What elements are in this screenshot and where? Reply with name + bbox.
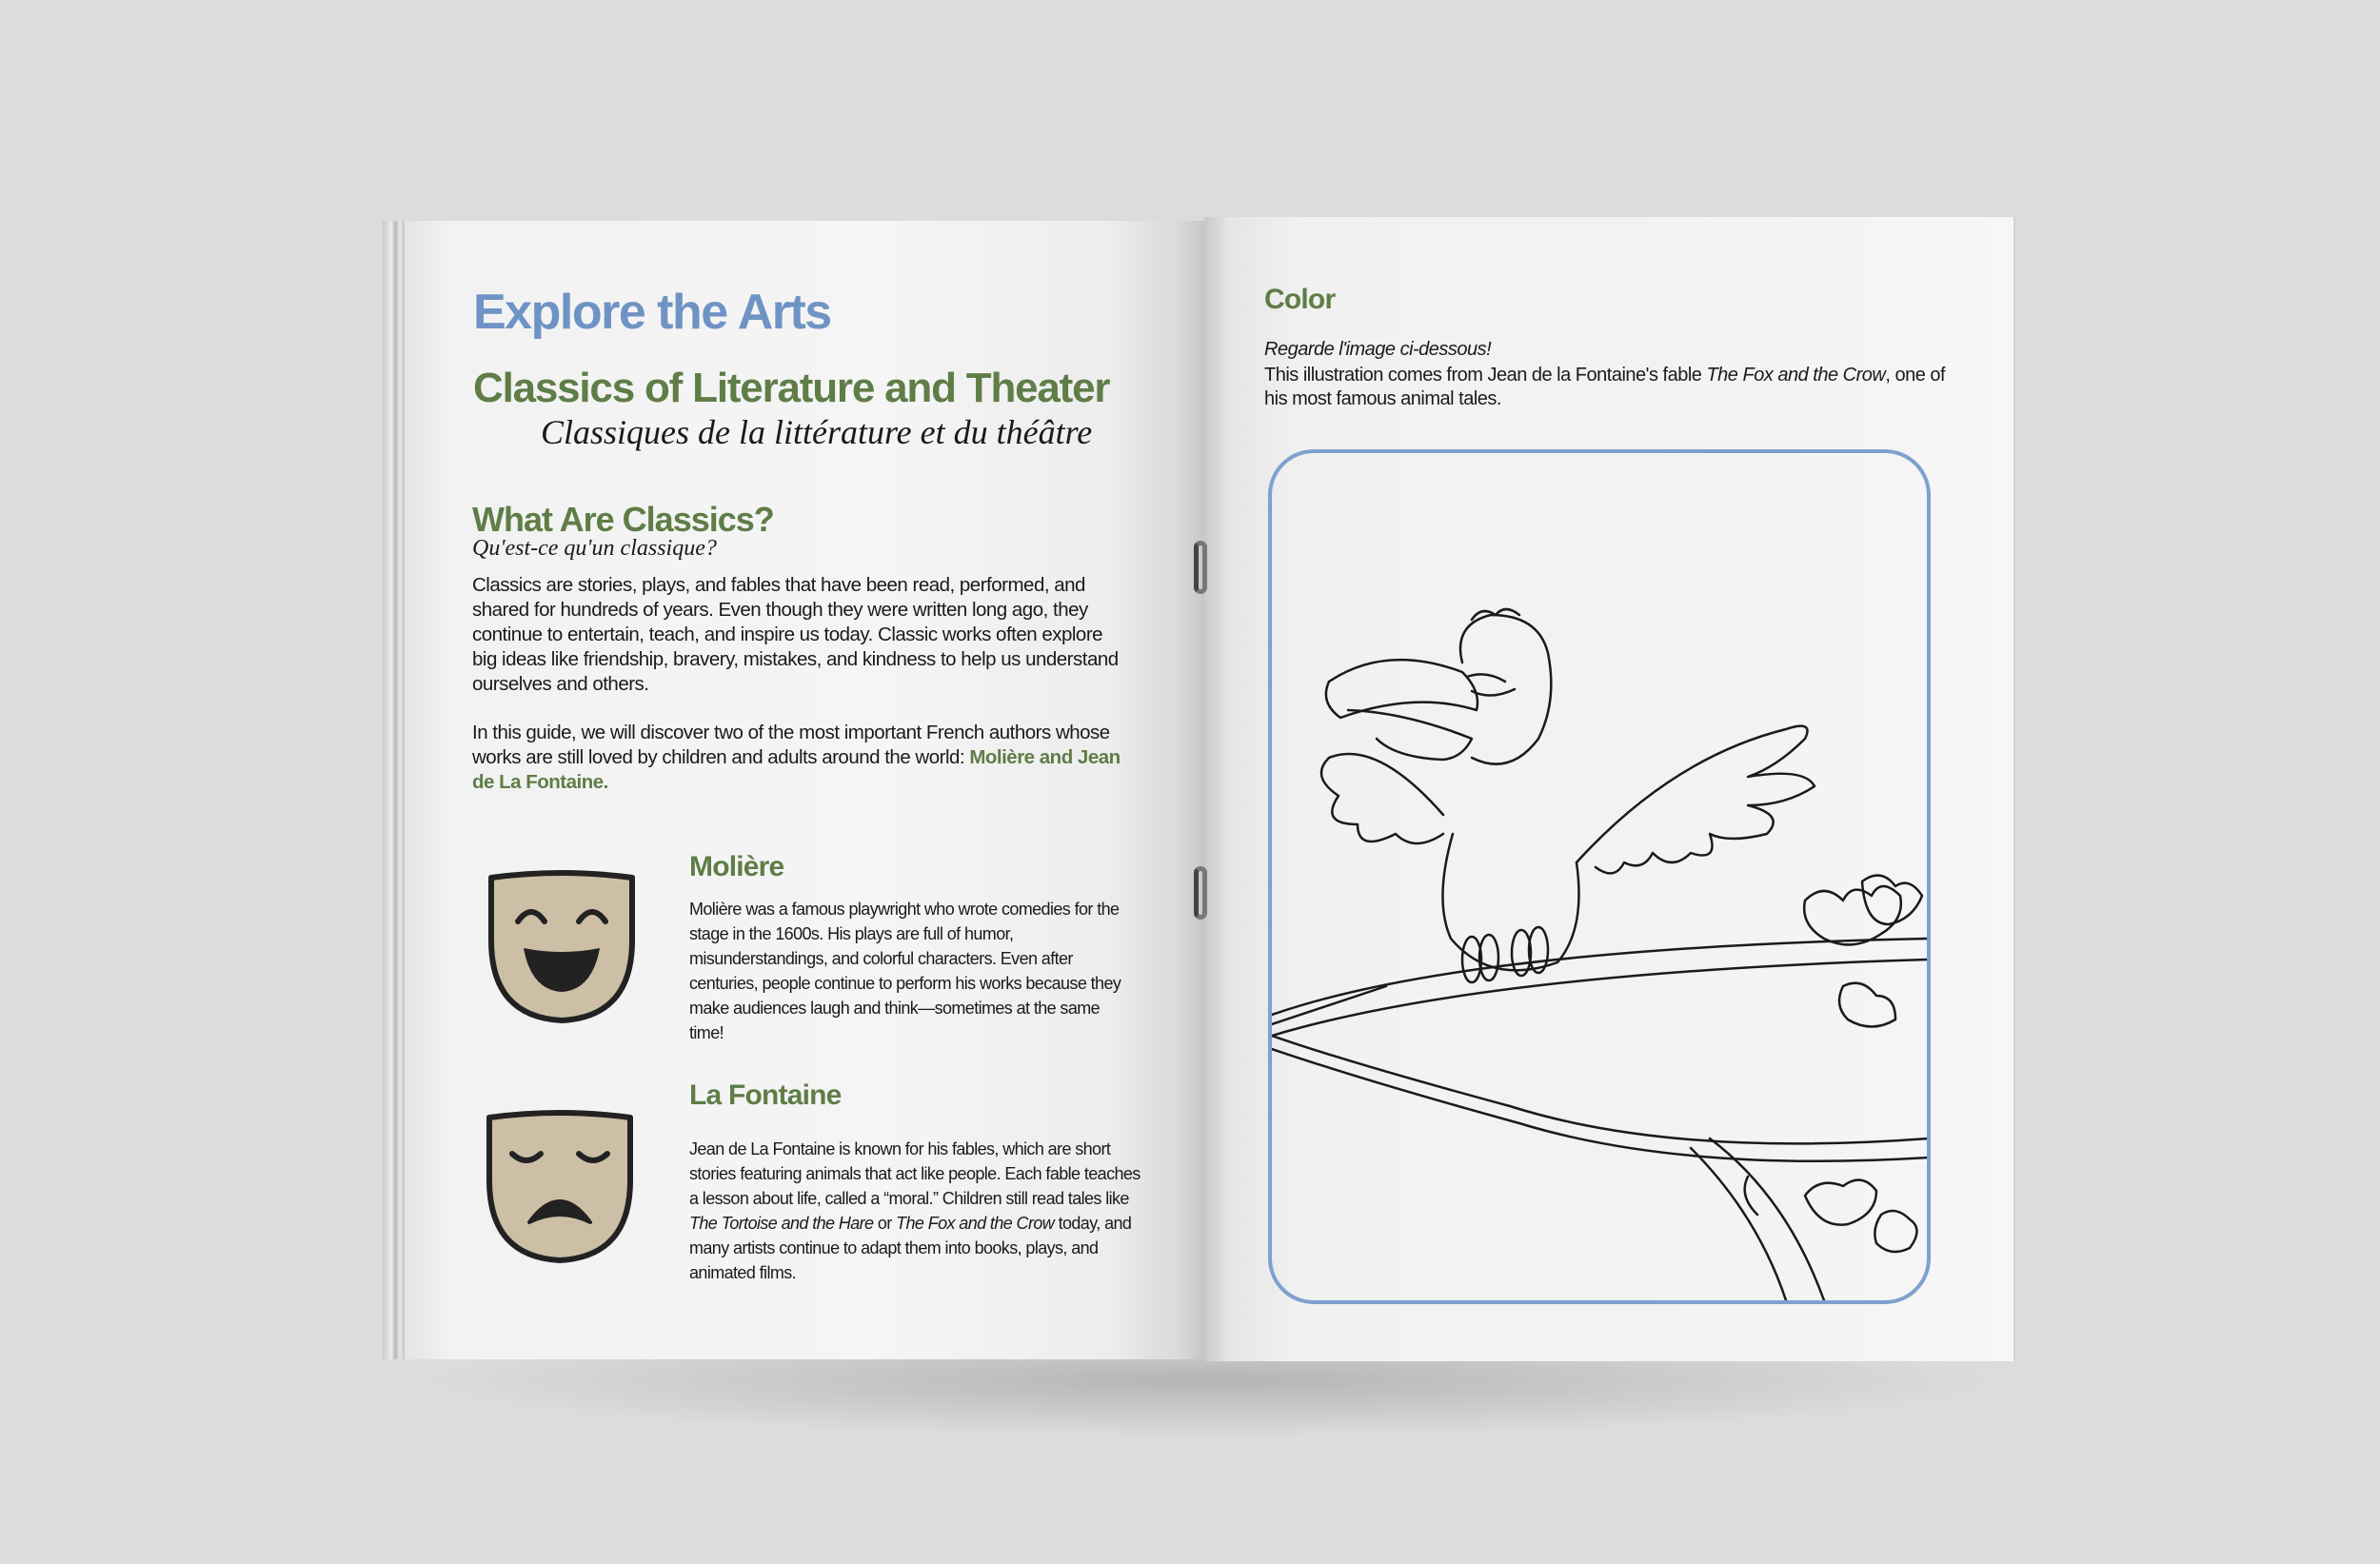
look-below-instruction: Regarde l'image ci-dessous! — [1264, 339, 1492, 360]
coloring-frame — [1268, 449, 1931, 1304]
crow-on-branch-illustration — [1272, 453, 1927, 1300]
fontaine-text-end: today, and many artists continue to adapt them into books, plays, and animated films. — [689, 1214, 1132, 1282]
what-are-classics-heading-french: Qu'est-ce qu'un classique? — [472, 536, 717, 561]
page-title: Explore the Arts — [473, 285, 831, 340]
guide-paragraph — [472, 721, 1129, 795]
guide-paragraph-text: In this guide, we will discover two of the most important French authors whose works are still loved by children and adults around the world: — [472, 722, 1110, 768]
tragedy-mask-icon — [484, 1104, 636, 1266]
fable-title-tortoise: The Tortoise and the Hare — [689, 1214, 874, 1233]
authors-highlight: Molière and Jean de La Fontaine. — [472, 746, 1121, 793]
moliere-paragraph: Molière was a famous playwright who wrote comedies for the stage in the 1600s. His plays are full of humor, misunderstandings, and colorful characters. Even after centuries, people continue to perform his works because they make audiences laugh and think—sometimes at the same time! — [689, 900, 1121, 1042]
illustration-description-start: This illustration comes from Jean de la Fontaine's fable — [1264, 365, 1707, 386]
fontaine-text-or: or — [873, 1214, 897, 1233]
section-title-french: Classiques de la littérature et du théâtre — [541, 413, 1093, 451]
staple-icon — [1194, 541, 1207, 594]
section-title: Classics of Literature and Theater — [473, 365, 1110, 411]
comedy-mask-icon — [486, 864, 638, 1026]
fable-title: The Fox and the Crow — [1706, 365, 1886, 386]
staple-icon — [1194, 866, 1207, 920]
classics-paragraph: Classics are stories, plays, and fables that have been read, performed, and shared for hundreds of years. Even though they were written long ago, they continue to entertain, teach, and inspire us today. Classic works often explore big ideas like friendship, bravery, mistakes, and kindness to help us understand ourselves and others. — [472, 574, 1119, 695]
fable-title-fox: The Fox and the Crow — [896, 1214, 1055, 1233]
la-fontaine-heading: La Fontaine — [689, 1079, 842, 1111]
la-fontaine-paragraph — [689, 1137, 1146, 1285]
illustration-description-end: , one of his most famous animal tales. — [1264, 365, 1946, 409]
fontaine-text-start: Jean de La Fontaine is known for his fables, which are short stories featuring animals that act like people. Each fable teaches a lesson about life, called a “moral.” Children still read tales like — [689, 1139, 1140, 1208]
illustration-description — [1264, 364, 1950, 411]
color-heading: Color — [1264, 284, 1336, 315]
moliere-heading: Molière — [689, 851, 784, 882]
what-are-classics-heading: What Are Classics? — [472, 500, 774, 539]
